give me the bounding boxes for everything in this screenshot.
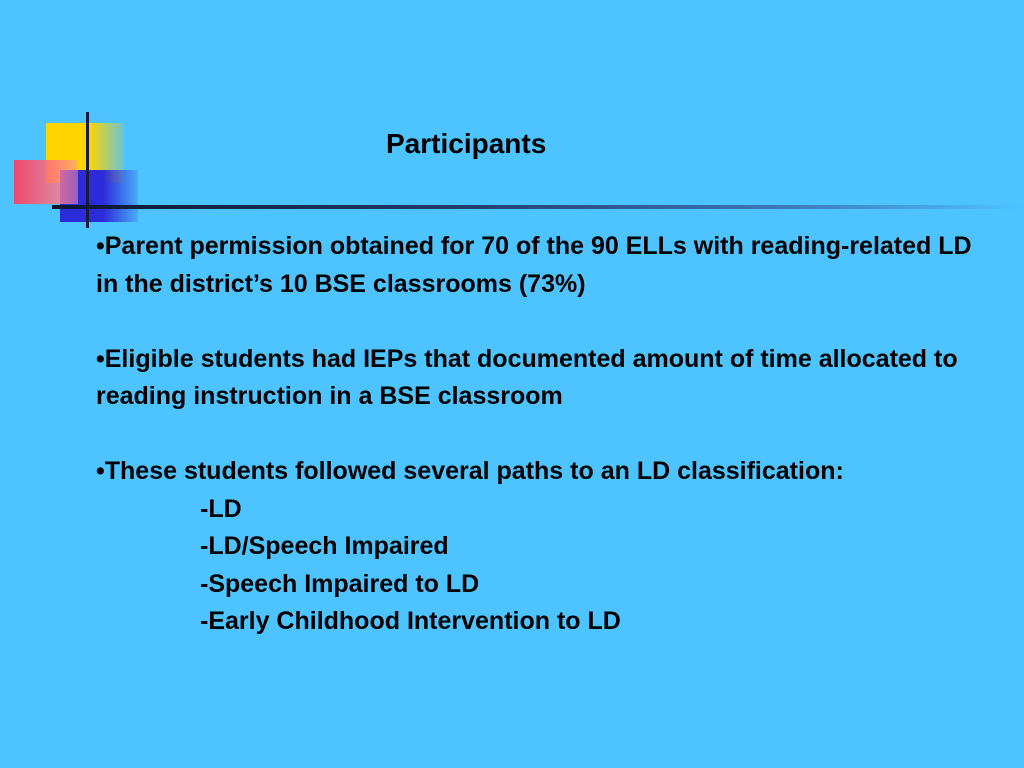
list-item: -Early Childhood Intervention to LD (200, 607, 621, 635)
slide-title: Participants (386, 128, 547, 159)
vertical-divider-line (86, 112, 89, 228)
red-square-shape (14, 160, 78, 204)
bullet-eligible-students: •Eligible students had IEPs that documented amount of time allocated to reading instruction in a BSE classroom (96, 344, 958, 410)
list-item: -Speech Impaired to LD (200, 569, 480, 598)
bullet-ld-paths (96, 453, 996, 641)
title-underline (52, 205, 1024, 209)
list-item: -LD (200, 494, 242, 523)
ld-paths-list (96, 491, 996, 641)
bullet-parent-permission: •Parent permission obtained for 70 of the 90 ELLs with reading-related LD in the district’s 10 BSE classrooms (73%) (96, 232, 972, 298)
bullet-ld-paths-text: •These students followed several paths to an LD classification: (96, 457, 844, 485)
slide-body (96, 228, 996, 641)
list-item: -LD/Speech Impaired (200, 532, 449, 560)
decorative-logo-blocks (0, 0, 160, 240)
